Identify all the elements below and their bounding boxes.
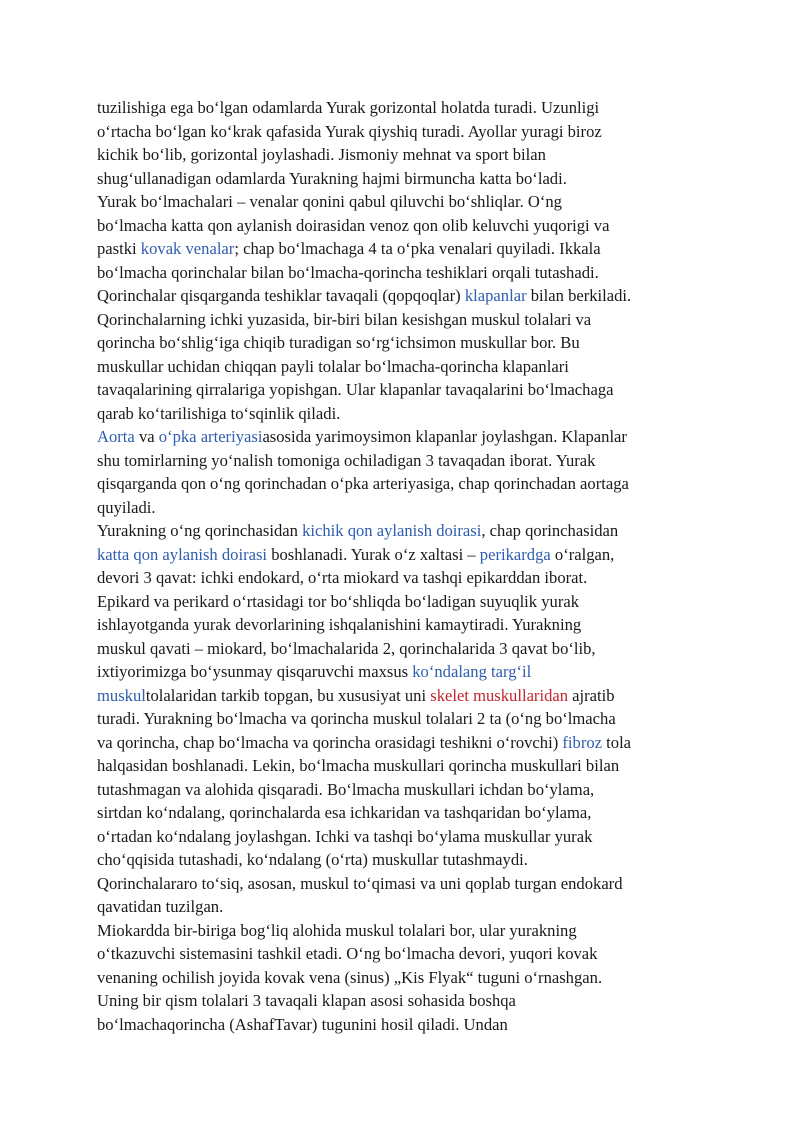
text-segment: , chap qorinchasidan — [481, 521, 619, 540]
text-line — [97, 660, 717, 684]
text-segment: asosida yarimoysimon klapanlar joylashgan. Klapanlar — [262, 427, 627, 446]
text-segment: shug‘ullanadigan odamlarda Yurakning hajmi birmuncha katta bo‘ladi. — [97, 168, 567, 188]
text-segment: Yurak bo‘lmachalari – venalar qonini qabul qiluvchi bo‘shliqlar. O‘ng — [97, 192, 562, 211]
text-line — [97, 942, 717, 966]
text-line — [97, 331, 717, 355]
text-line — [97, 261, 717, 285]
text-segment: ixtiyorimizga bo‘ysunmay qisqaruvchi maxsus — [97, 662, 413, 681]
text-segment: venaning ochilish joyida kovak vena (sinus) „Kis Flyak“ tuguni o‘rnashgan. — [97, 967, 603, 987]
document-page — [97, 96, 717, 1036]
text-segment: pastki — [97, 239, 141, 258]
text-line — [97, 190, 717, 214]
text-segment: Qorinchalarning ichki yuzasida, bir-biri bilan kesishgan muskul tolalari va — [97, 309, 592, 329]
text-segment: qorincha bo‘shlig‘iga chiqib turadigan so‘rg‘ichsimon muskullar bor. Bu — [97, 333, 580, 352]
text-segment: tavaqalarining qirralariga yopishgan. Ular klapanlar tavaqalarini bo‘lmachaga — [97, 380, 614, 399]
text-line — [97, 989, 717, 1013]
text-segment: Qorinchalar qisqarganda teshiklar tavaqali (qopqoqlar) — [97, 286, 465, 305]
hyperlink[interactable]: Aorta — [97, 427, 135, 446]
text-segment: quyiladi. — [97, 497, 156, 517]
text-segment: tolalaridan tarkib topgan, bu xususiyat uni — [145, 685, 431, 705]
text-segment: ajratib — [568, 685, 615, 705]
text-segment: o‘rtadan ko‘ndalang joylashgan. Ichki va tashqi bo‘ylama muskullar yurak — [97, 826, 593, 846]
text-line — [97, 237, 717, 261]
text-segment: ; chap bo‘lmachaga 4 ta o‘pka venalari quyiladi. Ikkala — [234, 239, 601, 258]
text-segment: bo‘lmacha katta qon aylanish doirasidan venoz qon olib keluvchi yuqorigi va — [97, 215, 610, 235]
text-segment: Miokardda bir-biriga bog‘liq alohida muskul tolalari bor, ular yurakning — [97, 920, 577, 940]
hyperlink[interactable]: klapanlar — [464, 286, 527, 305]
text-segment: Qorinchalararo to‘siq, asosan, muskul to‘qimasi va uni qoplab turgan endokard — [97, 873, 623, 893]
text-segment: kichik bo‘lib, gorizontal joylashadi. Jismoniy mehnat va sport bilan — [97, 145, 546, 164]
text-segment: devori 3 qavat: ichki endokard, o‘rta miokard va tashqi epikarddan iborat. — [97, 568, 588, 587]
hyperlink[interactable]: kovak venalar — [140, 239, 235, 258]
hyperlink-visited[interactable]: skelet muskullaridan — [430, 685, 569, 705]
text-segment: bo‘lmachaqorincha (AshafTavar) tugunini hosil qiladi. Undan — [97, 1014, 508, 1034]
text-line — [97, 449, 717, 473]
text-segment: cho‘qqisida tutashadi, ko‘ndalang (o‘rta) muskullar tutashmaydi. — [97, 850, 528, 869]
text-segment: o‘tkazuvchi sistemasini tashkil etadi. O‘ng bo‘lmacha devori, yuqori kovak — [97, 944, 598, 963]
text-line — [97, 496, 717, 520]
text-line — [97, 120, 717, 144]
text-line — [97, 825, 717, 849]
text-segment: boshlanadi. Yurak o‘z xaltasi – — [267, 544, 480, 564]
text-line — [97, 754, 717, 778]
text-line — [97, 731, 717, 755]
text-segment: bilan berkiladi. — [526, 286, 632, 305]
text-segment: va qorincha, chap bo‘lmacha va qorincha orasidagi teshikni o‘rovchi) — [97, 732, 563, 752]
text-segment: o‘rtacha bo‘lgan ko‘krak qafasida Yurak qiyshiq turadi. Ayollar yuragi biroz — [97, 121, 602, 141]
text-segment: qavatidan tuzilgan. — [97, 897, 224, 916]
text-line — [97, 778, 717, 802]
text-line — [97, 167, 717, 191]
text-line — [97, 637, 717, 661]
hyperlink[interactable]: ko‘ndalang targ‘il — [412, 662, 532, 681]
text-line — [97, 96, 717, 120]
text-segment: tuzilishiga ega bo‘lgan odamlarda Yurak gorizontal holatda turadi. Uzunligi — [97, 98, 600, 117]
text-line — [97, 801, 717, 825]
text-segment: va — [134, 427, 159, 446]
text-line — [97, 966, 717, 990]
text-segment: halqasidan boshlanadi. Lekin, bo‘lmacha muskullari qorincha muskullari bilan — [97, 756, 620, 775]
hyperlink[interactable]: katta qon aylanish doirasi — [97, 544, 268, 564]
text-segment: tola — [602, 732, 632, 752]
hyperlink[interactable]: kichik qon aylanish doirasi — [302, 521, 482, 540]
text-line — [97, 308, 717, 332]
text-segment: Epikard va perikard o‘rtasidagi tor bo‘shliqda bo‘ladigan suyuqlik yurak — [97, 591, 580, 611]
text-line — [97, 284, 717, 308]
text-line — [97, 919, 717, 943]
text-line — [97, 707, 717, 731]
hyperlink[interactable]: muskul — [97, 685, 146, 705]
text-line — [97, 590, 717, 614]
text-segment: turadi. Yurakning bo‘lmacha va qorincha muskul tolalari 2 ta (o‘ng bo‘lmacha — [97, 709, 616, 728]
text-line — [97, 143, 717, 167]
text-line — [97, 519, 717, 543]
text-line — [97, 684, 717, 708]
text-line — [97, 543, 717, 567]
text-line — [97, 378, 717, 402]
hyperlink[interactable]: fibroz — [562, 732, 603, 752]
text-line — [97, 613, 717, 637]
text-line — [97, 872, 717, 896]
text-segment: muskul qavati – miokard, bo‘lmachalarida 2, qorinchalarida 3 qavat bo‘lib, — [97, 638, 596, 658]
text-segment: qisqarganda qon o‘ng qorinchadan o‘pka arteriyasiga, chap qorinchadan aortaga — [97, 474, 629, 493]
text-segment: qarab ko‘tarilishiga to‘sqinlik qiladi. — [97, 403, 341, 423]
text-segment: muskullar uchidan chiqqan payli tolalar bo‘lmacha-qorincha klapanlari — [97, 356, 569, 376]
text-line — [97, 214, 717, 238]
text-line — [97, 402, 717, 426]
text-line — [97, 848, 717, 872]
text-line — [97, 425, 717, 449]
text-segment: o‘ralgan, — [550, 544, 615, 564]
text-line — [97, 355, 717, 379]
text-line — [97, 566, 717, 590]
text-segment: ishlayotganda yurak devorlarining ishqalanishini kamaytiradi. Yurakning — [97, 615, 582, 634]
text-line — [97, 895, 717, 919]
text-segment: Yurakning o‘ng qorinchasidan — [97, 521, 303, 540]
text-segment: shu tomirlarning yo‘nalish tomoniga ochiladigan 3 tavaqadan iborat. Yurak — [97, 450, 596, 470]
text-segment: Uning bir qism tolalari 3 tavaqali klapan asosi sohasida boshqa — [97, 991, 516, 1010]
text-segment: sirtdan ko‘ndalang, qorinchalarda esa ichkaridan va tashqaridan bo‘ylama, — [97, 803, 592, 822]
text-segment: bo‘lmacha qorinchalar bilan bo‘lmacha-qorincha teshiklari orqali tutashadi. — [97, 262, 599, 282]
text-line — [97, 472, 717, 496]
text-line — [97, 1013, 717, 1037]
hyperlink[interactable]: o‘pka arteriyasi — [158, 427, 263, 446]
text-segment: tutashmagan va alohida qisqaradi. Bo‘lmacha muskullari ichdan bo‘ylama, — [97, 779, 595, 799]
hyperlink[interactable]: perikardga — [479, 544, 551, 564]
